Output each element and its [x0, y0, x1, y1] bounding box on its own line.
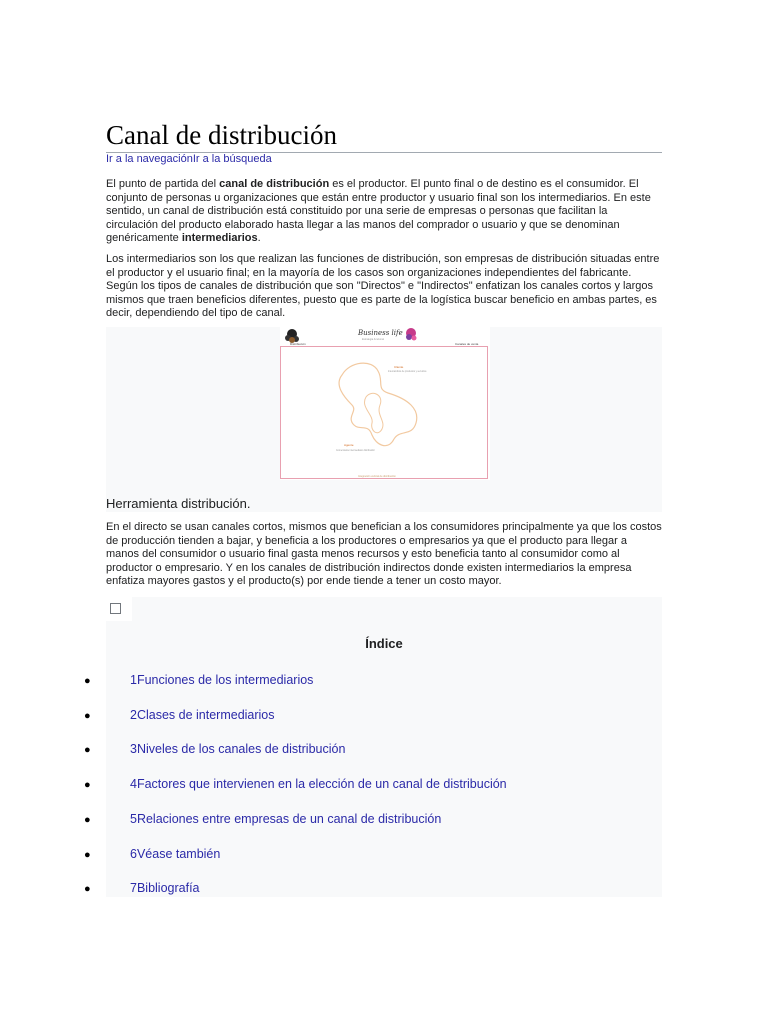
logo-left-icon — [285, 329, 299, 343]
toc-item[interactable] — [84, 708, 684, 728]
bullet-icon: ● — [84, 849, 91, 861]
checkbox-icon[interactable] — [110, 603, 121, 614]
distribution-diagram — [280, 327, 490, 480]
p1-bold-term: canal de distribución — [219, 178, 330, 190]
figure-node-bottom: Agente — [344, 443, 354, 447]
intermediaries-paragraph: Los intermediarios son los que realizan las funciones de distribución, son empresas de distribución situadas entre el productor y el usuario final; en la mayoría de los casos son organizaciones independientes del fabricante. Según los tipos de canales de distribución que son "Directos" e "Indirectos" enfatizan los canales cortos y largos mismos que traen beneficios diferentes, puesto que es parte de la logística buscar beneficio en ambas partes, es decir, dependiendo del tipo de canal. — [106, 253, 660, 319]
toc-item[interactable] — [84, 812, 684, 832]
toc-item-label: Bibliografía — [136, 881, 200, 895]
bullet-icon: ● — [84, 814, 91, 826]
logo-right-icon — [406, 328, 417, 341]
toc-item-number: 4 — [130, 777, 137, 791]
p1-mid: es el productor. El punto final o de destino es el consumidor. El conjunto de personas u organizaciones que están entre productor y usuario final son los intermediarios. En este sentido, un canal de distribución está constituido por una serie de empresas o personas que facilitan la circulación del producto elaborado hasta llegar a las manos del comprador o usuario y que se denominan genéricamente — [106, 178, 651, 244]
figure-node-top-text: Intercambios de productos y servicios — [388, 371, 427, 373]
p1-pre: El punto de partida del — [106, 178, 220, 190]
bullet-icon: ● — [84, 883, 91, 895]
toc-item-number: 5 — [130, 812, 137, 826]
toc-item[interactable] — [84, 777, 684, 797]
direct-indirect-paragraph: En el directo se usan canales cortos, mismos que benefician a los consumidores principalmente ya que los costos de producción tienden a bajar, y beneficia a los productores o empresarios ya que el producto para llegar a manos del consumidor o usuario final gasta menos recursos y esto beneficia tanto al consumidor como al productor o empresario. Y en los canales de distribución indirectos donde existen intermediarios la empresa enfatiza mayores gastos y el producto(s) por ende tiende a tener un costo mayor. — [106, 521, 662, 587]
figure-curve-inner — [364, 393, 382, 432]
bullet-icon: ● — [84, 710, 91, 722]
page-title: Canal de distribución — [106, 118, 662, 153]
jump-links — [106, 153, 272, 165]
toc-item-label: Véase también — [136, 847, 221, 861]
toc-item-number: 2 — [130, 708, 137, 722]
toc-item-label: Factores que intervienen en la elección de un canal de distribución — [136, 777, 507, 791]
figure-footer-text: Integración vertical de distribución — [358, 475, 396, 478]
bullet-icon: ● — [84, 779, 91, 791]
figure-image[interactable] — [280, 327, 490, 480]
toc-item[interactable] — [84, 847, 684, 867]
figure-logo-subtext: Estrategia funcional — [362, 338, 384, 341]
p1-post: . — [257, 232, 261, 244]
toc-item[interactable] — [84, 742, 684, 762]
bullet-icon: ● — [84, 675, 91, 687]
figure-caption: Herramienta distribución. — [106, 496, 251, 511]
toc-item-label: Relaciones entre empresas de un canal de distribución — [136, 812, 442, 826]
figure-label-right: Canales de venta — [455, 342, 479, 346]
intro-paragraph — [106, 178, 662, 246]
toc-item-label: Funciones de los intermediarios — [136, 673, 314, 687]
figure — [106, 327, 662, 512]
figure-node-bottom-text: Comerciante intermediario distribuidor — [336, 450, 375, 452]
bullet-icon: ● — [84, 744, 91, 756]
toc-item[interactable] — [84, 881, 684, 901]
toc-item-label: Clases de intermediarios — [136, 708, 275, 722]
toc-toggle[interactable] — [106, 597, 132, 621]
toc-item-number: 3 — [130, 742, 137, 756]
toc-title: Índice — [365, 636, 403, 651]
toc-item[interactable] — [84, 673, 684, 693]
jump-to-search-link[interactable]: Ir a la búsqueda — [192, 153, 272, 165]
toc-item-number: 6 — [130, 847, 137, 861]
figure-frame — [281, 347, 488, 479]
figure-curve-outer — [339, 363, 417, 446]
table-of-contents — [84, 597, 662, 897]
figure-label-left: Distribución — [290, 342, 306, 346]
toc-item-label: Niveles de los canales de distribución — [136, 742, 346, 756]
toc-item-number: 7 — [130, 881, 137, 895]
p1-bold-intermediarios: intermediarios — [181, 232, 258, 244]
jump-to-navigation-link[interactable]: Ir a la navegación — [106, 153, 193, 165]
toc-item-number: 1 — [130, 673, 137, 687]
figure-logo-text: Business life — [358, 329, 403, 337]
figure-node-top: Cliente — [394, 365, 404, 369]
